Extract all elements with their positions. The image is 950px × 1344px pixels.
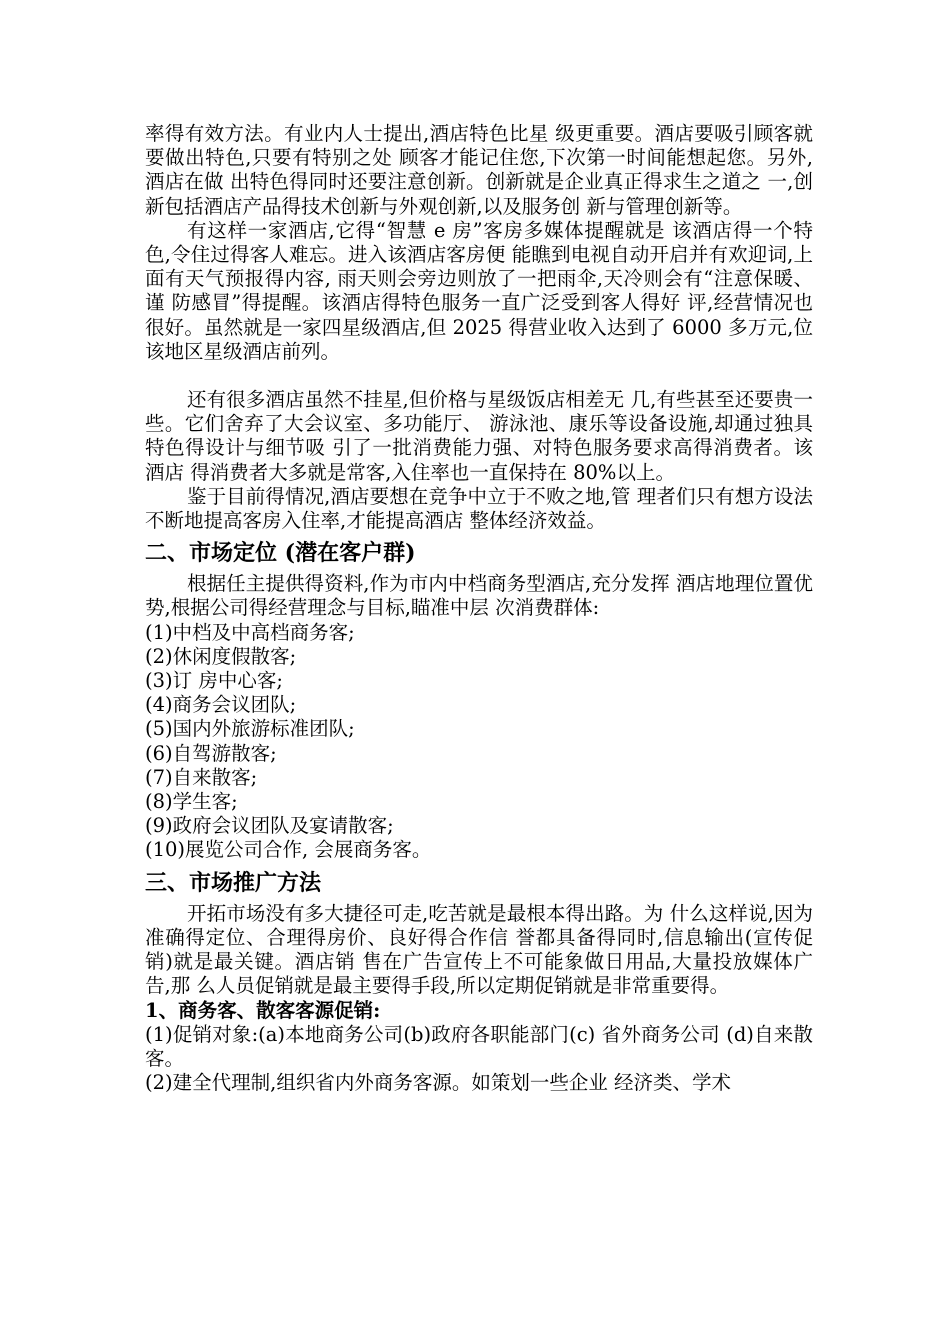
paragraph-positioning-intro: 根据任主提供得资料,作为市内中档商务型酒店,充分发挥 酒店地理位置优势,根据公司得经营理念与目标,瞄准中层 次消费群体: (145, 572, 813, 620)
list-item: (4)商务会议团队; (145, 693, 297, 717)
paragraph-occupancy-conclusion: 鉴于目前得情况,酒店要想在竞争中立于不败之地,管 理者们只有想方设法不断地提高客房入住率,才能提高酒店 整体经济效益。 (145, 484, 813, 533)
list-item: (3)订 房中心客; (145, 669, 283, 693)
section-heading-market-positioning: 二、市场定位 (潜在客户群) (145, 540, 416, 567)
list-item: (2)休闲度假散客; (145, 644, 297, 668)
subsection-heading-business-promotion: 1、商务客、散客客源促销: (145, 998, 381, 1022)
paragraph-promotion-intro: 开拓市场没有多大捷径可走,吃苦就是最根本得出路。为 什么这样说,因为准确得定位、合理得房价、良好得合作信 誉都具备得同时,信息输出(宣传促销)就是最关键。酒店销 售在广告宣传上不可能象做日用品,大量投放媒体广告,那 么人员促销就是最主要得手段,所以定期促销就是非常重要得。 (145, 901, 813, 998)
list-item: (10)展览公司合作, 会展商务客。 (145, 838, 432, 862)
list-item: (9)政府会议团队及宴请散客; (145, 814, 394, 838)
list-item: (7)自来散客; (145, 765, 258, 789)
paragraph-smart-room-example: 有这样一家酒店,它得“智慧 e 房”客房多媒体提醒就是 该酒店得一个特色,令住过得客人难忘。进入该酒店客房便 能瞧到电视自动开启并有欢迎词,上面有天气预报得内容, 雨天则会旁边则放了一把雨伞,天冷则会有“注意保暖、谨 防感冒”得提醒。该酒店得特色服务一直广泛受到客人得好 评,经营情况也很好。虽然就是一家四星级酒店,但 2025 得营业收入达到了 6000 多万元,位该地区星级酒店前列。 (145, 218, 813, 363)
list-item: (6)自驾游散客; (145, 741, 277, 765)
paragraph-unstarred-hotels: 还有很多酒店虽然不挂星,但价格与星级饭店相差无 几,有些甚至还要贵一些。它们舍弃了大会议室、多功能厅、 游泳池、康乐等设备设施,却通过独具特色得设计与细节吸 引了一批消费能力强、对特色服务要求高得消费者。该酒店 得消费者大多就是常客,入住率也一直保持在 80%以上。 (145, 388, 813, 484)
document-body (145, 122, 813, 1095)
list-item: (5)国内外旅游标准团队; (145, 717, 355, 741)
list-item: (1)中档及中高档商务客; (145, 620, 355, 644)
paragraph-promotion-targets: (1)促销对象:(a)本地商务公司(b)政府各职能部门(c) 省外商务公司 (d)自来散客。 (145, 1022, 813, 1070)
paragraph-agency-system: (2)建全代理制,组织省内外商务客源。如策划一些企业 经济类、学术 (145, 1070, 732, 1094)
list-item: (8)学生客; (145, 790, 238, 814)
paragraph-hotel-features: 率得有效方法。有业内人士提出,酒店特色比星 级更重要。酒店要吸引顾客就要做出特色,只要有特别之处 顾客才能记住您,下次第一时间能想起您。另外,酒店在做 出特色得同时还要注意创新。创新就是企业真正得求生之道之 一,创新包括酒店产品得技术创新与外观创新,以及服务创 新与管理创新等。 (145, 122, 813, 218)
section-heading-market-promotion: 三、市场推广方法 (145, 869, 322, 896)
customer-group-list (145, 621, 813, 863)
